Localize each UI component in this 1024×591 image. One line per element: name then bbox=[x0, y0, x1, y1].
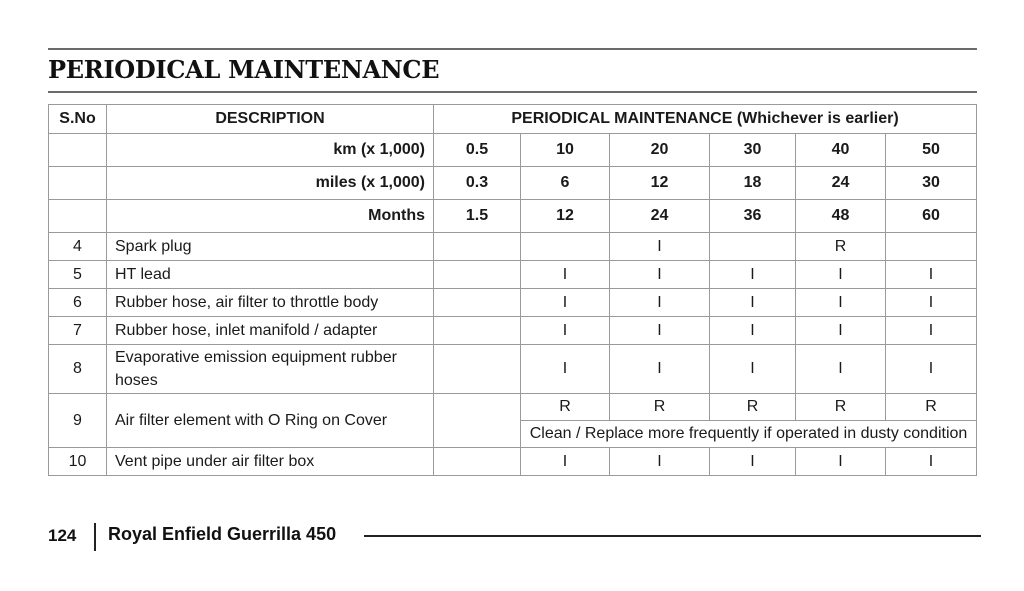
interval-value: 24 bbox=[610, 200, 710, 233]
schedule-header: PERIODICAL MAINTENANCE (Whichever is earlier) bbox=[434, 105, 977, 134]
row-description: Air filter element with O Ring on Cover bbox=[107, 394, 434, 448]
interval-value: 1.5 bbox=[434, 200, 521, 233]
table-row bbox=[49, 289, 977, 317]
interval-value: 12 bbox=[521, 200, 610, 233]
row-mark: R bbox=[710, 394, 796, 421]
interval-value: 10 bbox=[521, 134, 610, 167]
table-row bbox=[49, 233, 977, 261]
row-description: Rubber hose, air filter to throttle body bbox=[107, 289, 434, 317]
interval-label: km (x 1,000) bbox=[107, 134, 434, 167]
row-mark: I bbox=[796, 261, 886, 289]
row-sno: 10 bbox=[49, 448, 107, 476]
footer-rule bbox=[364, 535, 981, 537]
table-row bbox=[49, 345, 977, 394]
row-sno: 8 bbox=[49, 345, 107, 394]
interval-value: 20 bbox=[610, 134, 710, 167]
row-mark: I bbox=[796, 317, 886, 345]
row-sno: 7 bbox=[49, 317, 107, 345]
row-mark bbox=[434, 233, 521, 261]
row-mark: R bbox=[796, 233, 886, 261]
row-mark bbox=[434, 394, 521, 448]
row-description: Vent pipe under air filter box bbox=[107, 448, 434, 476]
row-mark: R bbox=[886, 394, 977, 421]
row-mark bbox=[434, 317, 521, 345]
row-mark: I bbox=[796, 289, 886, 317]
interval-value: 48 bbox=[796, 200, 886, 233]
top-rule bbox=[48, 48, 977, 50]
page-title: PERIODICAL MAINTENANCE bbox=[48, 55, 440, 84]
row-mark: I bbox=[521, 289, 610, 317]
description-header: DESCRIPTION bbox=[107, 105, 434, 134]
row-mark: I bbox=[710, 289, 796, 317]
row-note: Clean / Replace more frequently if operated in dusty condition bbox=[521, 421, 977, 448]
row-mark bbox=[521, 233, 610, 261]
footer-separator bbox=[94, 523, 96, 551]
row-sno: 6 bbox=[49, 289, 107, 317]
interval-row-months bbox=[49, 200, 977, 233]
interval-value: 12 bbox=[610, 167, 710, 200]
row-mark: I bbox=[610, 233, 710, 261]
row-mark: I bbox=[796, 345, 886, 394]
interval-value: 50 bbox=[886, 134, 977, 167]
interval-row-miles bbox=[49, 167, 977, 200]
interval-value: 40 bbox=[796, 134, 886, 167]
row-sno: 4 bbox=[49, 233, 107, 261]
row-mark bbox=[710, 233, 796, 261]
row-mark: I bbox=[521, 448, 610, 476]
table-row bbox=[49, 261, 977, 289]
interval-label: miles (x 1,000) bbox=[107, 167, 434, 200]
row-mark bbox=[434, 261, 521, 289]
sno-header: S.No bbox=[49, 105, 107, 134]
row-mark: R bbox=[521, 394, 610, 421]
interval-row-km bbox=[49, 134, 977, 167]
interval-value: 0.3 bbox=[434, 167, 521, 200]
table-row bbox=[49, 317, 977, 345]
row-description: Spark plug bbox=[107, 233, 434, 261]
interval-value: 60 bbox=[886, 200, 977, 233]
interval-value: 30 bbox=[886, 167, 977, 200]
interval-value: 36 bbox=[710, 200, 796, 233]
row-sno: 9 bbox=[49, 394, 107, 448]
maintenance-table bbox=[48, 104, 977, 476]
row-mark: I bbox=[886, 345, 977, 394]
interval-value: 30 bbox=[710, 134, 796, 167]
row-mark: I bbox=[610, 289, 710, 317]
table-row bbox=[49, 394, 977, 421]
interval-value: 18 bbox=[710, 167, 796, 200]
row-mark: I bbox=[886, 317, 977, 345]
page-number: 124 bbox=[48, 526, 77, 545]
row-mark: I bbox=[710, 345, 796, 394]
row-mark: I bbox=[521, 317, 610, 345]
row-mark: I bbox=[521, 261, 610, 289]
row-mark bbox=[434, 289, 521, 317]
row-mark: I bbox=[610, 345, 710, 394]
row-mark bbox=[434, 448, 521, 476]
row-mark: R bbox=[796, 394, 886, 421]
row-description: Rubber hose, inlet manifold / adapter bbox=[107, 317, 434, 345]
row-mark: I bbox=[710, 448, 796, 476]
row-description: Evaporative emission equipment rubber hoses bbox=[107, 345, 434, 394]
book-title: Royal Enfield Guerrilla 450 bbox=[108, 524, 337, 544]
row-mark bbox=[886, 233, 977, 261]
interval-value: 6 bbox=[521, 167, 610, 200]
row-mark: I bbox=[886, 448, 977, 476]
row-mark bbox=[434, 345, 521, 394]
row-description: HT lead bbox=[107, 261, 434, 289]
interval-value: 24 bbox=[796, 167, 886, 200]
row-mark: I bbox=[886, 261, 977, 289]
row-sno: 5 bbox=[49, 261, 107, 289]
row-mark: R bbox=[610, 394, 710, 421]
row-mark: I bbox=[521, 345, 610, 394]
interval-label: Months bbox=[107, 200, 434, 233]
interval-value: 0.5 bbox=[434, 134, 521, 167]
row-mark: I bbox=[796, 448, 886, 476]
title-underline bbox=[48, 91, 977, 93]
row-mark: I bbox=[610, 448, 710, 476]
row-mark: I bbox=[886, 289, 977, 317]
table-row bbox=[49, 448, 977, 476]
row-mark: I bbox=[710, 317, 796, 345]
row-mark: I bbox=[610, 317, 710, 345]
row-mark: I bbox=[610, 261, 710, 289]
row-mark: I bbox=[710, 261, 796, 289]
